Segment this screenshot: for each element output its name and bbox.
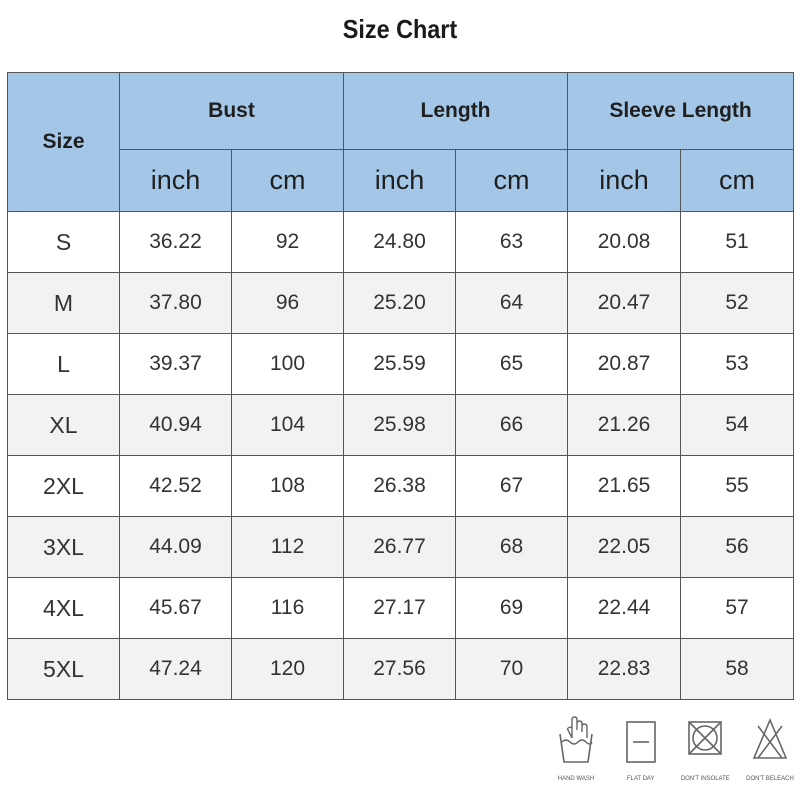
care-item	[548, 712, 604, 798]
size-cell: 4XL	[8, 578, 120, 639]
measurement-cell: 67	[456, 456, 568, 517]
measurement-cell: 21.65	[568, 456, 681, 517]
size-cell: XL	[8, 395, 120, 456]
measurement-cell: 68	[456, 517, 568, 578]
measurement-cell: 25.98	[344, 395, 456, 456]
flat-dry-icon	[621, 712, 661, 768]
care-label: DON'T BELEACH	[746, 776, 794, 782]
measurement-cell: 20.87	[568, 334, 681, 395]
measurement-cell: 120	[232, 639, 344, 700]
measurement-cell: 69	[456, 578, 568, 639]
size-cell: S	[8, 212, 120, 273]
measurement-cell: 26.38	[344, 456, 456, 517]
unit-header: inch	[568, 150, 681, 212]
measurement-cell: 20.47	[568, 273, 681, 334]
measurement-cell: 42.52	[120, 456, 232, 517]
care-label: DON'T INSOLATE	[680, 776, 730, 782]
unit-header: inch	[344, 150, 456, 212]
measurement-cell: 53	[681, 334, 794, 395]
unit-header: cm	[456, 150, 568, 212]
measurement-cell: 40.94	[120, 395, 232, 456]
size-chart-table	[7, 72, 794, 700]
measurement-cell: 52	[681, 273, 794, 334]
measurement-cell: 54	[681, 395, 794, 456]
hand-wash-icon	[556, 712, 596, 768]
care-item	[613, 712, 669, 798]
measurement-cell: 65	[456, 334, 568, 395]
table-row	[8, 334, 794, 395]
do-not-bleach-icon	[750, 712, 790, 768]
measurement-cell: 108	[232, 456, 344, 517]
measurement-cell: 22.44	[568, 578, 681, 639]
table-row	[8, 578, 794, 639]
measurement-cell: 27.17	[344, 578, 456, 639]
measurement-cell: 39.37	[120, 334, 232, 395]
table-row	[8, 212, 794, 273]
measurement-cell: 57	[681, 578, 794, 639]
measurement-cell: 44.09	[120, 517, 232, 578]
measurement-cell: 22.83	[568, 639, 681, 700]
bust-group-header: Bust	[120, 73, 344, 150]
do-not-tumble-dry-icon	[685, 712, 725, 768]
measurement-cell: 104	[232, 395, 344, 456]
sleeve-length-group-header: Sleeve Length	[568, 73, 794, 150]
measurement-cell: 26.77	[344, 517, 456, 578]
measurement-cell: 36.22	[120, 212, 232, 273]
measurement-cell: 22.05	[568, 517, 681, 578]
table-row	[8, 395, 794, 456]
table-row	[8, 273, 794, 334]
care-instructions	[548, 712, 798, 798]
care-label: HAND WASH	[557, 776, 595, 782]
measurement-cell: 24.80	[344, 212, 456, 273]
care-label: FLAT DAY	[626, 776, 655, 782]
measurement-cell: 96	[232, 273, 344, 334]
unit-header: cm	[232, 150, 344, 212]
table-row	[8, 517, 794, 578]
size-column-header: Size	[8, 73, 120, 212]
measurement-cell: 20.08	[568, 212, 681, 273]
measurement-cell: 70	[456, 639, 568, 700]
measurement-cell: 66	[456, 395, 568, 456]
measurement-cell: 100	[232, 334, 344, 395]
table-row	[8, 456, 794, 517]
measurement-cell: 45.67	[120, 578, 232, 639]
unit-header: inch	[120, 150, 232, 212]
measurement-cell: 64	[456, 273, 568, 334]
measurement-cell: 27.56	[344, 639, 456, 700]
size-cell: 2XL	[8, 456, 120, 517]
unit-header: cm	[681, 150, 794, 212]
measurement-cell: 63	[456, 212, 568, 273]
page-title: Size Chart	[342, 14, 458, 44]
care-item	[677, 712, 733, 798]
size-cell: M	[8, 273, 120, 334]
care-item	[742, 712, 798, 798]
measurement-cell: 47.24	[120, 639, 232, 700]
size-rows	[8, 212, 794, 700]
size-cell: 3XL	[8, 517, 120, 578]
measurement-cell: 112	[232, 517, 344, 578]
measurement-cell: 25.59	[344, 334, 456, 395]
measurement-cell: 116	[232, 578, 344, 639]
size-cell: 5XL	[8, 639, 120, 700]
measurement-cell: 55	[681, 456, 794, 517]
measurement-cell: 25.20	[344, 273, 456, 334]
measurement-cell: 51	[681, 212, 794, 273]
length-group-header: Length	[344, 73, 568, 150]
measurement-cell: 92	[232, 212, 344, 273]
size-cell: L	[8, 334, 120, 395]
table-row	[8, 639, 794, 700]
measurement-cell: 58	[681, 639, 794, 700]
measurement-cell: 37.80	[120, 273, 232, 334]
measurement-cell: 21.26	[568, 395, 681, 456]
measurement-cell: 56	[681, 517, 794, 578]
